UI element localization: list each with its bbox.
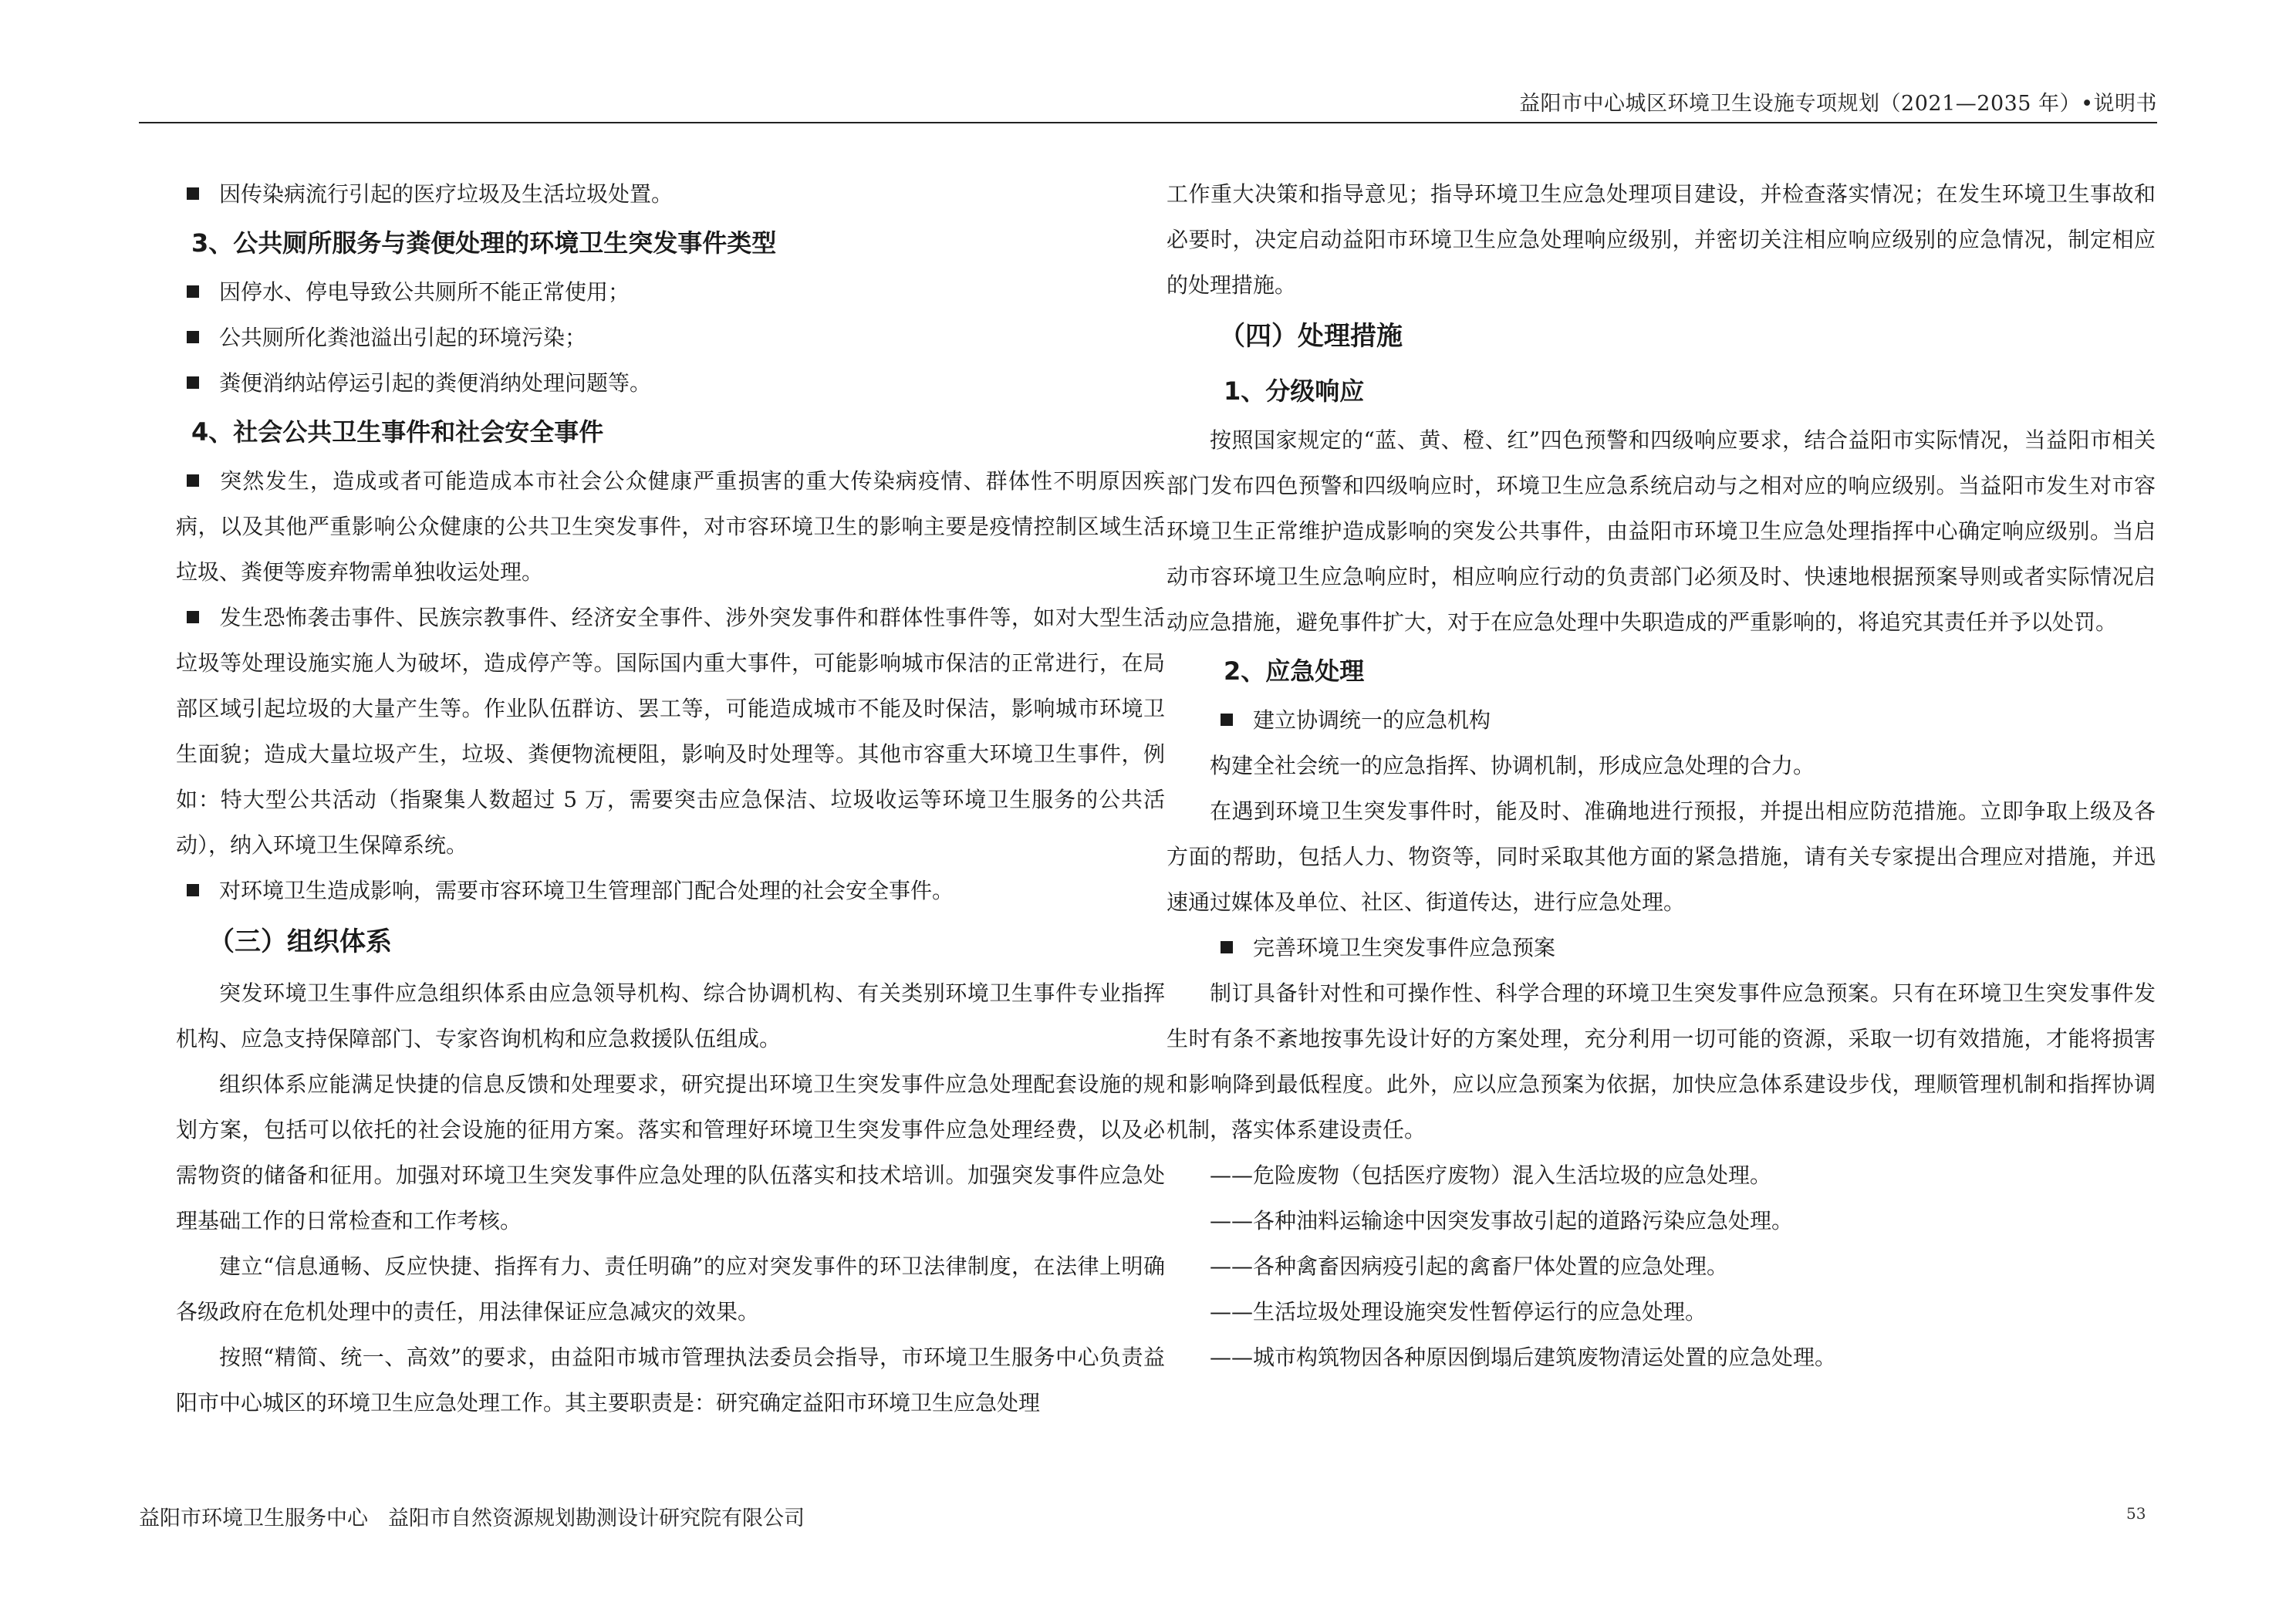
bullet-text: 因传染病流行引起的医疗垃圾及生活垃圾处置。 — [219, 181, 674, 207]
square-bullet-icon — [187, 331, 199, 343]
bullet-item — [176, 315, 1165, 360]
body-paragraph: 按照国家规定的“蓝、黄、橙、红”四色预警和四级响应要求，结合益阳市实际情况，当益阳市相关部门发布四色预警和四级响应时，环境卫生应急系统启动与之相对应的响应级别。当益阳市发生对市容环境卫生正常维护造成影响的突发公共事件，由益阳市环境卫生应急处理指挥中心确定响应级别。当启动市容环境卫生应急响应时，相应响应行动的负责部门必须及时、快速地根据预案导则或者实际情况启动应急措施，避免事件扩大，对于在应急处理中失职造成的严重影响的，将追究其责任并予以处罚。 — [1167, 427, 2156, 635]
footer-org-2: 益阳市自然资源规划勘测设计研究院有限公司 — [388, 1507, 805, 1530]
square-bullet-icon — [187, 187, 199, 200]
square-bullet-icon — [187, 884, 199, 896]
bullet-text: 公共厕所化粪池溢出引起的环境污染； — [219, 325, 587, 350]
dash-list-item: ——城市构筑物因各种原因倒塌后建筑废物清运处置的应急处理。 — [1210, 1345, 1837, 1370]
bullet-text: 突然发生，造成或者可能造成本市社会公众健康严重损害的重大传染病疫情、群体性不明原因疾病，以及其他严重影响公众健康的公共卫生突发事件，对市容环境卫生的影响主要是疫情控制区域生活垃圾、粪便等废弃物需单独收运处理。 — [176, 468, 1165, 585]
bullet-item — [176, 171, 1165, 217]
dash-list-item: ——生活垃圾处理设施突发性暂停运行的应急处理。 — [1210, 1299, 1707, 1324]
square-bullet-icon — [187, 376, 199, 389]
bullet-paragraph — [176, 458, 1165, 595]
section-heading-2: 2、应急处理 — [1224, 656, 1365, 686]
square-bullet-icon — [187, 474, 199, 487]
header-divider — [139, 122, 2157, 123]
bullet-text: 发生恐怖袭击事件、民族宗教事件、经济安全事件、涉外突发事件和群体性事件等，如对大型生活垃圾等处理设施实施人为破坏，造成停产等。国际国内重大事件，可能影响城市保洁的正常进行，在局部区域引起垃圾的大量产生等。作业队伍群访、罢工等，可能造成城市不能及时保洁，影响城市环境卫生面貌；造成大量垃圾产生，垃圾、粪便物流梗阻，影响及时处理等。其他市容重大环境卫生事件，例如：特大型公共活动（指聚集人数超过 5 万，需要突击应急保洁、垃圾收运等环境卫生服务的公共活动），纳入环境卫生保障系统。 — [176, 605, 1165, 858]
body-paragraph: 制订具备针对性和可操作性、科学合理的环境卫生突发事件应急预案。只有在环境卫生突发事件发生时有条不紊地按事先设计好的方案处理，充分利用一切可能的资源，采取一切有效措施，才能将损害和影响降到最低程度。此外，应以应急预案为依据，加快应急体系建设步伐，理顺管理机制和指挥协调机制，落实体系建设责任。 — [1167, 980, 2156, 1142]
chapter-heading-organization: （三）组织体系 — [208, 926, 392, 957]
bullet-paragraph — [176, 595, 1165, 868]
bullet-item — [176, 360, 1165, 406]
body-paragraph: 建立“信息通畅、反应快捷、指挥有力、责任明确”的应对突发事件的环卫法律制度，在法律上明确各级政府在危机处理中的责任，用法律保证应急减灾的效果。 — [176, 1254, 1165, 1324]
dash-list-item: ——各种油料运输途中因突发事故引起的道路污染应急处理。 — [1210, 1208, 1794, 1233]
body-paragraph: 构建全社会统一的应急指挥、协调机制，形成应急处理的合力。 — [1210, 753, 1815, 778]
chapter-heading-measures: （四）处理措施 — [1219, 321, 1403, 352]
bullet-paragraph — [176, 868, 1165, 913]
bullet-item — [1167, 697, 2156, 743]
dash-list-item: ——各种禽畜因病疫引起的禽畜尸体处置的应急处理。 — [1210, 1254, 1729, 1279]
square-bullet-icon — [1221, 714, 1233, 726]
footer-organizations — [139, 1501, 805, 1531]
left-column — [176, 171, 1165, 1426]
right-column — [1167, 171, 2156, 1380]
section-heading-3: 3、公共厕所服务与粪便处理的环境卫生突发事件类型 — [191, 228, 777, 258]
footer-org-1: 益阳市环境卫生服务中心 — [139, 1507, 368, 1530]
square-bullet-icon — [187, 285, 199, 298]
square-bullet-icon — [1221, 941, 1233, 953]
section-heading-4: 4、社会公共卫生事件和社会安全事件 — [191, 417, 604, 447]
page-number: 53 — [2126, 1504, 2146, 1523]
running-header: 益阳市中心城区环境卫生设施专项规划（2021—2035 年）•说明书 — [1519, 92, 2157, 116]
section-heading-1: 1、分级响应 — [1224, 376, 1365, 406]
bullet-text: 因停水、停电导致公共厕所不能正常使用； — [219, 279, 630, 305]
bullet-text: 建立协调统一的应急机构 — [1253, 707, 1491, 733]
bullet-text: 完善环境卫生突发事件应急预案 — [1253, 935, 1556, 960]
bullet-item — [1167, 925, 2156, 970]
body-paragraph: 突发环境卫生事件应急组织体系由应急领导机构、综合协调机构、有关类别环境卫生事件专业指挥机构、应急支持保障部门、专家咨询机构和应急救援队伍组成。 — [176, 980, 1165, 1051]
bullet-text: 粪便消纳站停运引起的粪便消纳处理问题等。 — [219, 370, 652, 396]
body-paragraph-continued: 工作重大决策和指导意见；指导环境卫生应急处理项目建设，并检查落实情况；在发生环境卫生事故和必要时，决定启动益阳市环境卫生应急处理响应级别，并密切关注相应响应级别的应急情况，制定相应的处理措施。 — [1167, 181, 2156, 298]
dash-list-item: ——危险废物（包括医疗废物）混入生活垃圾的应急处理。 — [1210, 1162, 1772, 1188]
body-paragraph: 按照“精简、统一、高效”的要求，由益阳市城市管理执法委员会指导，市环境卫生服务中心负责益阳市中心城区的环境卫生应急处理工作。其主要职责是：研究确定益阳市环境卫生应急处理 — [176, 1345, 1165, 1415]
bullet-item — [176, 269, 1165, 315]
bullet-text: 对环境卫生造成影响，需要市容环境卫生管理部门配合处理的社会安全事件。 — [219, 878, 954, 903]
body-paragraph: 在遇到环境卫生突发事件时，能及时、准确地进行预报，并提出相应防范措施。立即争取上级及各方面的帮助，包括人力、物资等，同时采取其他方面的紧急措施，请有关专家提出合理应对措施，并迅速通过媒体及单位、社区、街道传达，进行应急处理。 — [1167, 798, 2156, 915]
square-bullet-icon — [187, 611, 199, 623]
body-paragraph: 组织体系应能满足快捷的信息反馈和处理要求，研究提出环境卫生突发事件应急处理配套设施的规划方案，包括可以依托的社会设施的征用方案。落实和管理好环境卫生突发事件应急处理经费，以及必需物资的储备和征用。加强对环境卫生突发事件应急处理的队伍落实和技术培训。加强突发事件应急处理基础工作的日常检查和工作考核。 — [176, 1071, 1165, 1233]
